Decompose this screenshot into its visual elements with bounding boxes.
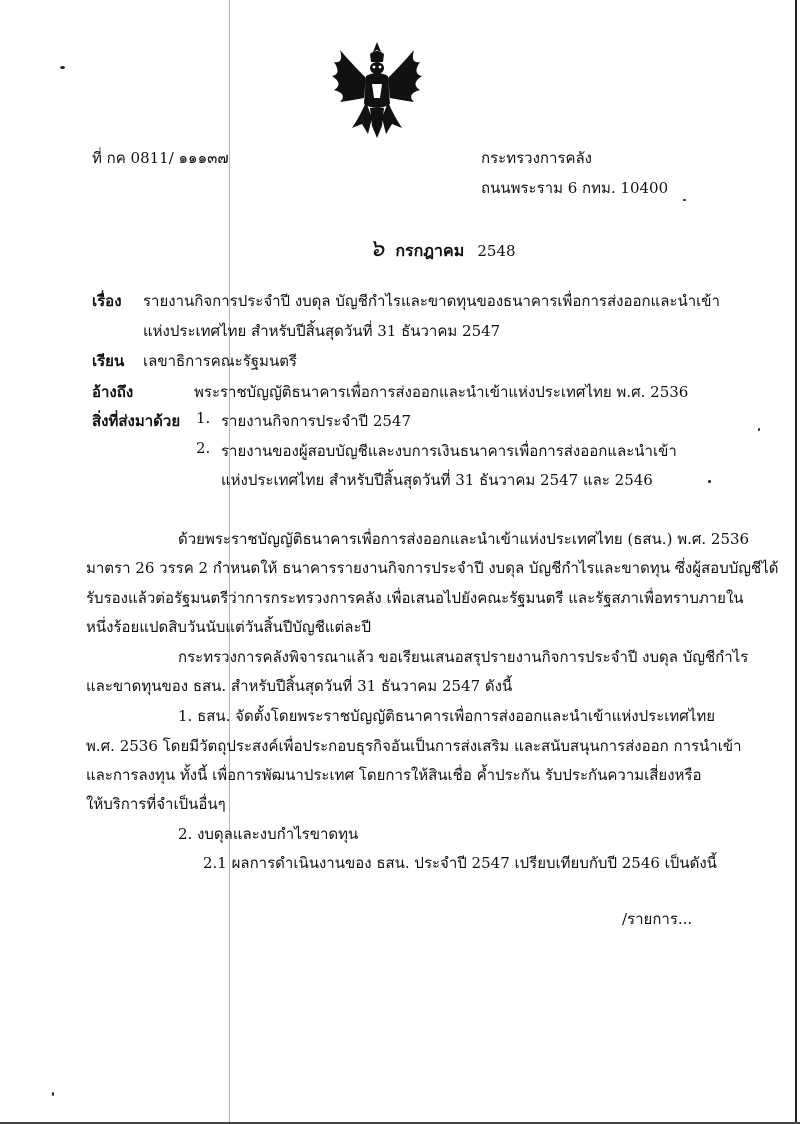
paragraph-2-line-1: กระทรวงการคลังพิจารณาแล้ว ขอเรียนเสนอสรุปรายงานกิจการประจำปี งบดุล บัญชีกำไร bbox=[178, 648, 749, 666]
paragraph-2-line-2: และขาดทุนของ ธสน. สำหรับปีสิ้นสุดวันที่ 31 ธันวาคม 2547 ดังนี้ bbox=[86, 677, 513, 695]
recipient-value: เลขาธิการคณะรัฐมนตรี bbox=[143, 352, 297, 370]
paragraph-3-line-2: พ.ศ. 2536 โดยมีวัตถุประสงค์เพื่อประกอบธุรกิจอันเป็นการส่งเสริม และสนับสนุนการส่งออก การนำเข้า bbox=[86, 737, 742, 755]
ministry-address: ถนนพระราม 6 กทม. 10400 bbox=[481, 179, 669, 197]
scan-right-edge bbox=[795, 0, 797, 1124]
paragraph-3-line-4: ให้บริการที่จำเป็นอื่นๆ bbox=[86, 795, 226, 813]
date-year: 2548 bbox=[477, 242, 516, 260]
section-2-1-text: 2.1 ผลการดำเนินงานของ ธสน. ประจำปี 2547 เปรียบเทียบกับปี 2546 เป็นดังนี้ bbox=[203, 854, 717, 872]
ministry-name: กระทรวงการคลัง bbox=[481, 149, 592, 167]
subject-label: เรื่อง bbox=[92, 292, 122, 310]
paragraph-1-line-4: หนึ่งร้อยแปดสิบวันนับแต่วันสิ้นปีบัญชีแต่ละปี bbox=[86, 618, 372, 636]
scan-speck bbox=[708, 480, 711, 483]
scan-speck bbox=[758, 428, 760, 431]
garuda-emblem-icon bbox=[330, 42, 424, 140]
enclosure-label: สิ่งที่ส่งมาด้วย bbox=[92, 412, 181, 430]
scan-speck bbox=[60, 66, 65, 69]
continued-marker: /รายการ... bbox=[622, 910, 693, 928]
enclosure-1-text: รายงานกิจการประจำปี 2547 bbox=[221, 412, 412, 430]
paragraph-3-line-1: 1. ธสน. จัดตั้งโดยพระราชบัญญัติธนาคารเพื่อการส่งออกและนำเข้าแห่งประเทศไทย bbox=[178, 707, 716, 725]
subject-line-2: แห่งประเทศไทย สำหรับปีสิ้นสุดวันที่ 31 ธันวาคม 2547 bbox=[143, 322, 501, 340]
letter-date bbox=[369, 228, 516, 267]
reference-label: อ้างถึง bbox=[92, 383, 134, 401]
enclosure-2-line-1: รายงานของผู้สอบบัญชีและงบการเงินธนาคารเพื่อการส่งออกและนำเข้า bbox=[221, 442, 677, 460]
enclosure-2-number: 2. bbox=[196, 439, 211, 457]
enclosure-2-line-2: แห่งประเทศไทย สำหรับปีสิ้นสุดวันที่ 31 ธันวาคม 2547 และ 2546 bbox=[221, 471, 653, 489]
date-day: ๖ bbox=[369, 234, 385, 262]
reference-number: ที่ กค 0811/ ๑๑๑๓๗ bbox=[92, 149, 229, 167]
recipient-label: เรียน bbox=[92, 352, 125, 370]
scan-speck bbox=[683, 199, 686, 201]
reference-value: พระราชบัญญัติธนาคารเพื่อการส่งออกและนำเข้าแห่งประเทศไทย พ.ศ. 2536 bbox=[194, 383, 689, 401]
date-month: กรกฎาคม bbox=[395, 241, 465, 260]
subject-line-1: รายงานกิจการประจำปี งบดุล บัญชีกำไรและขาดทุนของธนาคารเพื่อการส่งออกและนำเข้า bbox=[143, 292, 720, 310]
section-2-heading: 2. งบดุลและงบกำไรขาดทุน bbox=[178, 825, 359, 843]
paragraph-1-line-2: มาตรา 26 วรรค 2 กำหนดให้ ธนาคารรายงานกิจการประจำปี งบดุล บัญชีกำไรและขาดทุน ซึ่งผู้สอบบัญชีได้ bbox=[86, 559, 779, 577]
paragraph-1-line-3: รับรองแล้วต่อรัฐมนตรีว่าการกระทรวงการคลัง เพื่อเสนอไปยังคณะรัฐมนตรี และรัฐสภาเพื่อทราบภายใน bbox=[86, 589, 744, 607]
scan-speck bbox=[52, 1092, 54, 1096]
enclosure-1-number: 1. bbox=[196, 409, 211, 427]
paragraph-1-line-1: ด้วยพระราชบัญญัติธนาคารเพื่อการส่งออกและนำเข้าแห่งประเทศไทย (ธสน.) พ.ศ. 2536 bbox=[178, 530, 750, 548]
paragraph-3-line-3: และการลงทุน ทั้งนี้ เพื่อการพัฒนาประเทศ โดยการให้สินเชื่อ ค้ำประกัน รับประกันความเสี่ยงหรือ bbox=[86, 766, 702, 784]
